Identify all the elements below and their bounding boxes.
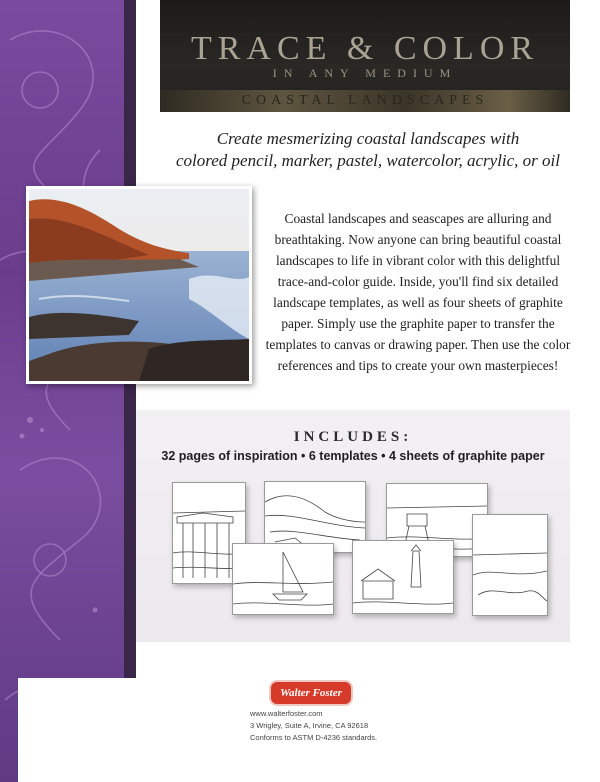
publisher-info xyxy=(250,708,450,744)
description-line: references and tips to create your own masterpieces! xyxy=(277,358,559,373)
publisher-website: www.walterfoster.com xyxy=(250,709,323,718)
barcode-area xyxy=(18,678,226,782)
series-title: COASTAL LANDSCAPES xyxy=(241,93,489,108)
publisher-logo: Walter Foster xyxy=(269,680,353,706)
publisher-address: 3 Wrigley, Suite A, Irvine, CA 92618 xyxy=(250,721,369,730)
sailboat-template-image xyxy=(232,543,334,615)
rocky-shore-template-image xyxy=(472,514,548,616)
description-line: landscape templates, as well as four sheets of graphite xyxy=(273,295,563,310)
tagline xyxy=(148,128,588,172)
description-line: Coastal landscapes and seascapes are alluring and xyxy=(284,211,552,226)
book-title: TRACE & COLOR xyxy=(190,30,540,67)
description-line: paper. Simply use the graphite paper to transfer the xyxy=(281,316,555,331)
coastal-painting-image xyxy=(26,186,252,384)
book-subtitle: IN ANY MEDIUM xyxy=(272,66,458,80)
publisher-conformance: Conforms to ASTM D-4236 standards. xyxy=(250,733,378,742)
lighthouse-template-image xyxy=(352,540,454,614)
description-line: landscapes to life in vibrant color with this delightful xyxy=(275,253,561,268)
description-line: breathtaking. Now anyone can bring beautiful coastal xyxy=(274,232,562,247)
tagline-line-1: Create mesmerizing coastal landscapes with xyxy=(216,129,520,148)
tagline-line-2: colored pencil, marker, pastel, watercolor, acrylic, or oil xyxy=(175,151,560,170)
description-line: trace-and-color guide. Inside, you'll find six detailed xyxy=(277,274,559,289)
includes-heading: INCLUDES: xyxy=(293,429,413,445)
description-text xyxy=(263,208,573,376)
description-line: templates to canvas or drawing paper. Then use the color xyxy=(265,337,571,352)
swirl-ornament-icon xyxy=(0,0,136,782)
includes-detail: 32 pages of inspiration • 6 templates • 4 sheets of graphite paper xyxy=(161,449,545,463)
